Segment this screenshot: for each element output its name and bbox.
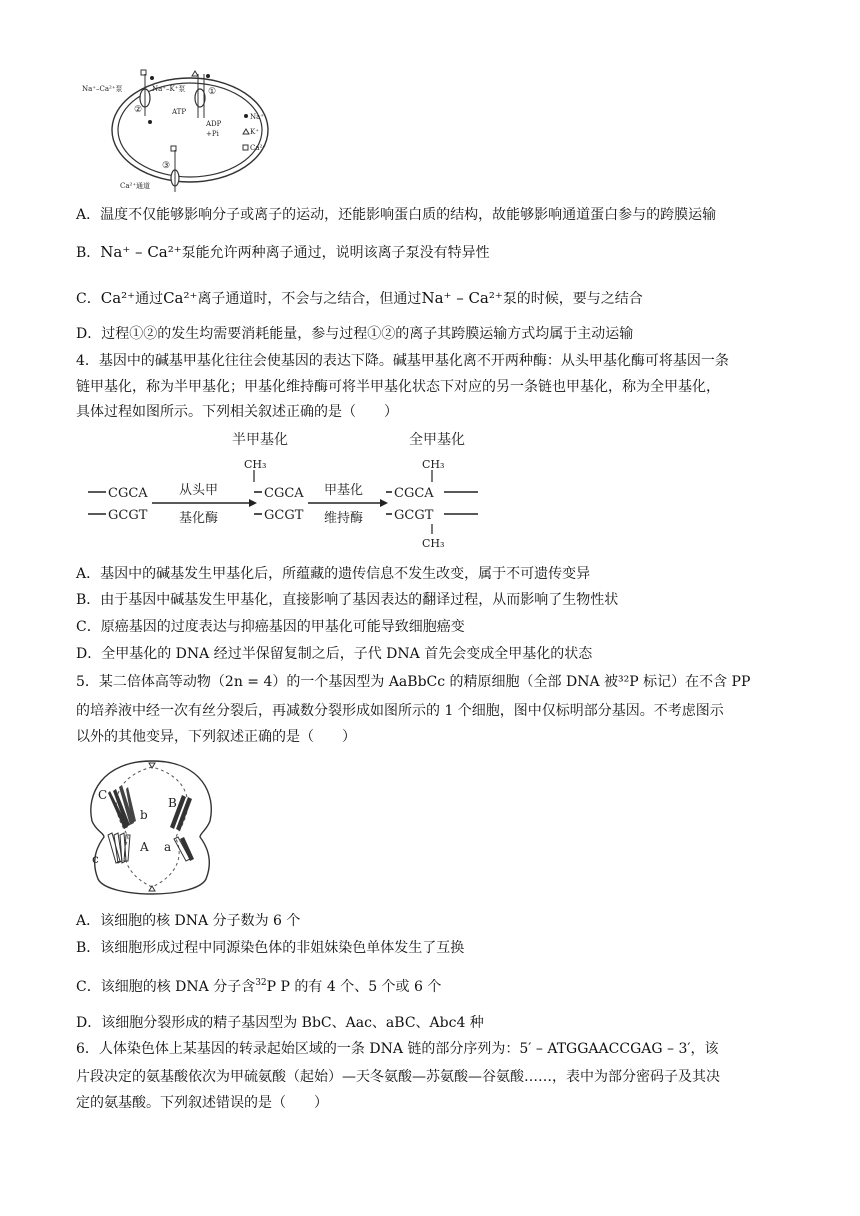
seq-top-initial: CGCA — [108, 486, 148, 501]
q3-option-c-formula: Na⁺ – Ca²⁺ — [421, 289, 503, 307]
gene-b: b — [140, 808, 148, 822]
legend-na: Na⁺ — [250, 113, 264, 121]
label-pi: +Pi — [206, 130, 219, 138]
q3-option-d: D．过程①②的发生均需要消耗能量，参与过程①②的离子其跨膜运输方式均属于主动运输 — [76, 326, 634, 342]
q5-stem-line-2: 的培养液中经一次有丝分裂后，再减数分裂形成如图所示的 1 个细胞，图中仅标明部分基因。不考虑图示 — [76, 703, 724, 719]
q4-option-a: A．基因中的碱基发生甲基化后，所蕴藏的遗传信息不发生改变，属于不可遗传变异 — [76, 566, 591, 582]
q5-stem-line-1: 5．某二倍体高等动物（2n = 4）的一个基因型为 AaBbCc 的精原细胞（全部 DNA 被³²P 标记）在不含 PP — [76, 674, 751, 690]
gene-a: a — [164, 840, 172, 854]
title-full-methylation: 全甲基化 — [409, 432, 465, 448]
q3-option-c-ca1: Ca²⁺ — [100, 289, 136, 307]
q3-option-b-text: 泵能允许两种离子通过，说明该离子泵没有特异性 — [181, 245, 490, 261]
seq-bottom-full: GCGT — [394, 508, 434, 523]
q3-option-c-ca2: Ca²⁺ — [163, 289, 198, 307]
q5-option-c-sup: 32 — [255, 978, 267, 988]
cell-division-diagram — [82, 755, 222, 901]
q4-stem-line-3: 具体过程如图所示。下列相关叙述正确的是（ ） — [76, 404, 398, 420]
q4-option-b: B．由于基因中碱基发生甲基化，直接影响了基因表达的翻译过程，从而影响了生物性状 — [76, 592, 619, 608]
q5-option-b: B．该细胞形成过程中同源染色体的非姐妹染色单体发生了互换 — [76, 940, 465, 956]
q4-option-c: C．原癌基因的过度表达与抑癌基因的甲基化可能导致细胞癌变 — [76, 619, 465, 635]
legend-k-icon — [243, 129, 249, 134]
q4-stem-line-2: 链甲基化，称为半甲基化；甲基化维持酶可将半甲基化状态下对应的另一条链也甲基化，称为全甲基化， — [76, 379, 720, 395]
q4-stem-line-1: 4．基因中的碱基甲基化往往会使基因的表达下降。碱基甲基化离不开两种酶：从头甲基化酶可将基因一条 — [76, 353, 729, 369]
seq-top-full: CGCA — [394, 486, 434, 501]
seq-bottom-initial: GCGT — [108, 508, 148, 523]
legend-na-icon — [244, 114, 248, 118]
q3-option-b-prefix: B． — [76, 245, 101, 261]
enzyme-de-novo-bottom: 基化酶 — [179, 511, 219, 526]
enzyme-de-novo-top: 从头甲 — [179, 483, 219, 498]
q5-option-c — [76, 977, 441, 997]
label-process-1: ① — [208, 87, 217, 97]
q3-option-c-prefix: C． — [76, 291, 101, 307]
label-atp: ATP — [172, 108, 187, 116]
label-ca-channel: Ca²⁺通道 — [120, 182, 151, 190]
q3-option-c-mid2: 离子通道时，不会与之结合，但通过 — [197, 291, 422, 307]
q3-option-b-formula: Na⁺ – Ca²⁺ — [100, 243, 182, 261]
q3-option-b — [76, 242, 490, 263]
q3-option-c — [76, 288, 643, 309]
q5-option-d: D．该细胞分裂形成的精子基因型为 BbC、Aac、aBC、Abc4 种 — [76, 1015, 484, 1031]
q6-stem-line-1: 6．人体染色体上某基因的转录起始区域的一条 DNA 链的部分序列为：5′ – ATGGAACCGAG – 3′，该 — [76, 1041, 719, 1057]
seq-bottom-half: GCGT — [264, 508, 304, 523]
ch3-full-bottom: CH₃ — [422, 537, 445, 550]
ch3-half: CH₃ — [244, 458, 267, 471]
label-na-k-pump: Na⁺–K⁺泵 — [152, 85, 186, 93]
q5-stem-line-3: 以外的其他变异，下列叙述正确的是（ ） — [76, 729, 356, 745]
q6-stem-line-3: 定的氨基酸。下列叙述错误的是（ ） — [76, 1095, 328, 1111]
label-process-3: ③ — [162, 161, 171, 171]
legend-k: K⁺ — [250, 128, 259, 136]
methylation-figure — [84, 430, 484, 552]
enzyme-maintenance-top: 甲基化 — [324, 483, 364, 498]
gene-C: C — [98, 788, 108, 802]
q6-stem-line-2: 片段决定的氨基酸依次为甲硫氨酸（起始）—天冬氨酸—苏氨酸—谷氨酸……，表中为部分密码子及其决 — [76, 1069, 720, 1085]
q5-option-c-pre: C．该细胞的核 DNA 分子含 — [76, 979, 256, 995]
cell-division-figure — [82, 755, 222, 901]
ch3-full-top: CH₃ — [422, 458, 445, 471]
q5-option-c-post: P P 的有 4 个、5 个或 6 个 — [266, 979, 442, 995]
q3-option-c-mid1: 通过 — [135, 291, 164, 307]
legend-ca-icon — [243, 145, 248, 150]
legend-ca: Ca²⁺ — [250, 144, 267, 152]
label-na-ca-pump: Na⁺–Ca²⁺泵 — [82, 85, 123, 93]
q3-option-a: A．温度不仅能够影响分子或离子的运动，还能影响蛋白质的结构，故能够影响通道蛋白参与的跨膜运输 — [76, 207, 717, 223]
q3-option-c-end: 泵的时候，要与之结合 — [502, 291, 643, 307]
gene-B: B — [168, 796, 177, 810]
methylation-diagram — [84, 430, 484, 552]
membrane-transport-figure — [80, 68, 280, 194]
label-adp: ADP — [206, 120, 222, 128]
gene-c: c — [92, 852, 99, 866]
label-process-2: ② — [134, 105, 143, 115]
title-half-methylation: 半甲基化 — [232, 432, 288, 448]
membrane-transport-diagram — [80, 68, 280, 194]
enzyme-maintenance-bottom: 维持酶 — [324, 511, 364, 526]
q4-option-d: D．全甲基化的 DNA 经过半保留复制之后，子代 DNA 首先会变成全甲基化的状态 — [76, 646, 593, 662]
q5-option-a: A．该细胞的核 DNA 分子数为 6 个 — [76, 913, 301, 929]
seq-top-half: CGCA — [264, 486, 304, 501]
gene-A: A — [140, 840, 149, 854]
